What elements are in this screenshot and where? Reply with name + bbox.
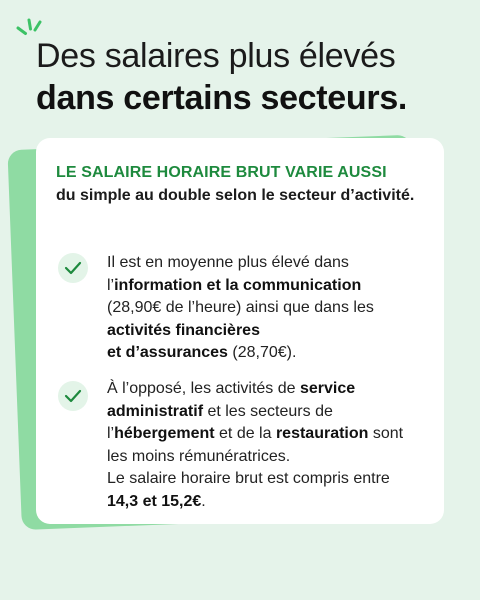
text-segment: Il est en moyenne plus élevé dans l’ bbox=[107, 254, 349, 294]
bold-text-segment: hébergement bbox=[114, 425, 215, 442]
bullet-paragraph bbox=[107, 252, 407, 365]
text-segment: sont les moins rémunératrices. bbox=[107, 425, 404, 465]
card-subheading: du simple au double selon le secteur d’activité. bbox=[56, 187, 415, 204]
bold-text-segment: activités financières bbox=[107, 321, 260, 339]
text-segment: et les secteurs de l’ bbox=[107, 402, 333, 442]
bullet-paragraph bbox=[107, 378, 407, 513]
bold-text-segment: et d’assurances bbox=[107, 344, 228, 361]
info-card bbox=[36, 138, 444, 524]
checkmark-icon bbox=[58, 381, 88, 411]
bold-text-segment: service administratif bbox=[107, 380, 356, 420]
checkmark-icon bbox=[58, 253, 88, 283]
bold-text-segment: information et la communication bbox=[114, 276, 362, 294]
text-segment: . bbox=[201, 492, 206, 510]
bold-text-segment: restauration bbox=[275, 425, 369, 442]
card-heading: LE SALAIRE HORAIRE BRUT VARIE AUSSI bbox=[56, 164, 387, 181]
text-segment: À l’opposé, les activités de bbox=[107, 380, 300, 397]
text-segment: et de la bbox=[214, 425, 276, 442]
page-title-line-1: Des salaires plus élevés bbox=[36, 37, 396, 75]
page-title-line-2: dans certains secteurs. bbox=[36, 79, 408, 117]
bold-text-segment: 14,3 et 15,2€ bbox=[107, 492, 202, 510]
text-segment: Le salaire horaire brut est compris entre bbox=[107, 470, 390, 487]
text-segment: (28,70€). bbox=[227, 344, 297, 361]
text-segment: (28,90€ de l’heure) ainsi que dans les bbox=[107, 299, 374, 316]
